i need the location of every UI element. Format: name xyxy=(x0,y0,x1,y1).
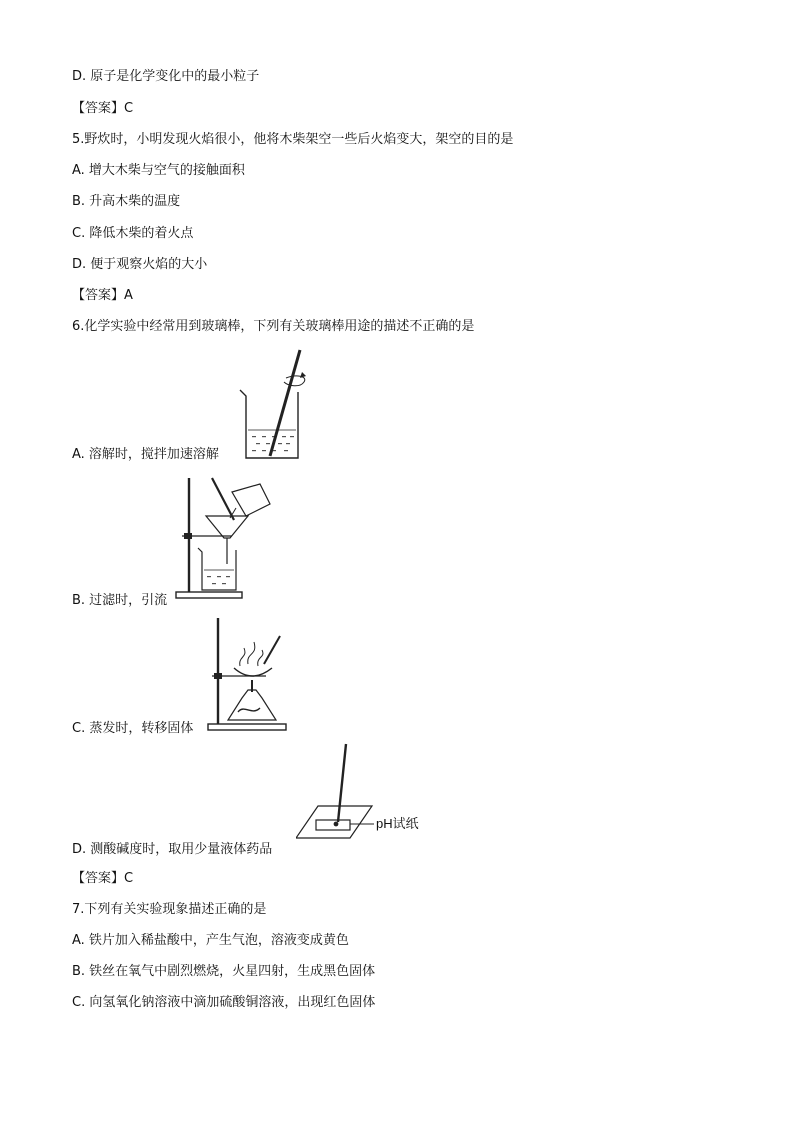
option-5a: A. 增大木柴与空气的接触面积 xyxy=(72,163,245,178)
answer-q6: 【答案】C xyxy=(72,871,134,886)
figure-ph-test xyxy=(296,740,428,844)
option-7a: A. 铁片加入稀盐酸中，产生气泡，溶液变成黄色 xyxy=(72,933,349,948)
option-5d: D. 便于观察火焰的大小 xyxy=(72,257,208,272)
option-5b: B. 升高木柴的温度 xyxy=(72,194,181,209)
option-6b: B. 过滤时，引流 xyxy=(72,593,168,608)
answer-q5: 【答案】A xyxy=(72,288,133,303)
line-q4-d: D. 原子是化学变化中的最小粒子 xyxy=(72,69,260,84)
option-6c: C. 蒸发时，转移固体 xyxy=(72,721,194,736)
question-7: 7.下列有关实验现象描述正确的是 xyxy=(72,902,267,917)
ph-paper-label: pH试纸 xyxy=(376,816,419,831)
question-6: 6.化学实验中经常用到玻璃棒，下列有关玻璃棒用途的描述不正确的是 xyxy=(72,319,475,334)
option-6d: D. 测酸碱度时，取用少量液体药品 xyxy=(72,842,273,857)
option-7c: C. 向氢氧化钠溶液中滴加硫酸铜溶液，出现红色固体 xyxy=(72,995,376,1010)
option-7b: B. 铁丝在氧气中剧烈燃烧，火星四射，生成黑色固体 xyxy=(72,964,376,979)
figure-dissolve-beaker xyxy=(236,346,308,462)
answer-q4: 【答案】C xyxy=(72,101,134,116)
option-6a: A. 溶解时，搅拌加速溶解 xyxy=(72,447,219,462)
question-5: 5.野炊时，小明发现火焰很小，他将木柴架空一些后火焰变大，架空的目的是 xyxy=(72,132,514,147)
figure-evaporation xyxy=(204,612,290,738)
option-5c: C. 降低木柴的着火点 xyxy=(72,226,194,241)
figure-filtration xyxy=(172,472,272,604)
